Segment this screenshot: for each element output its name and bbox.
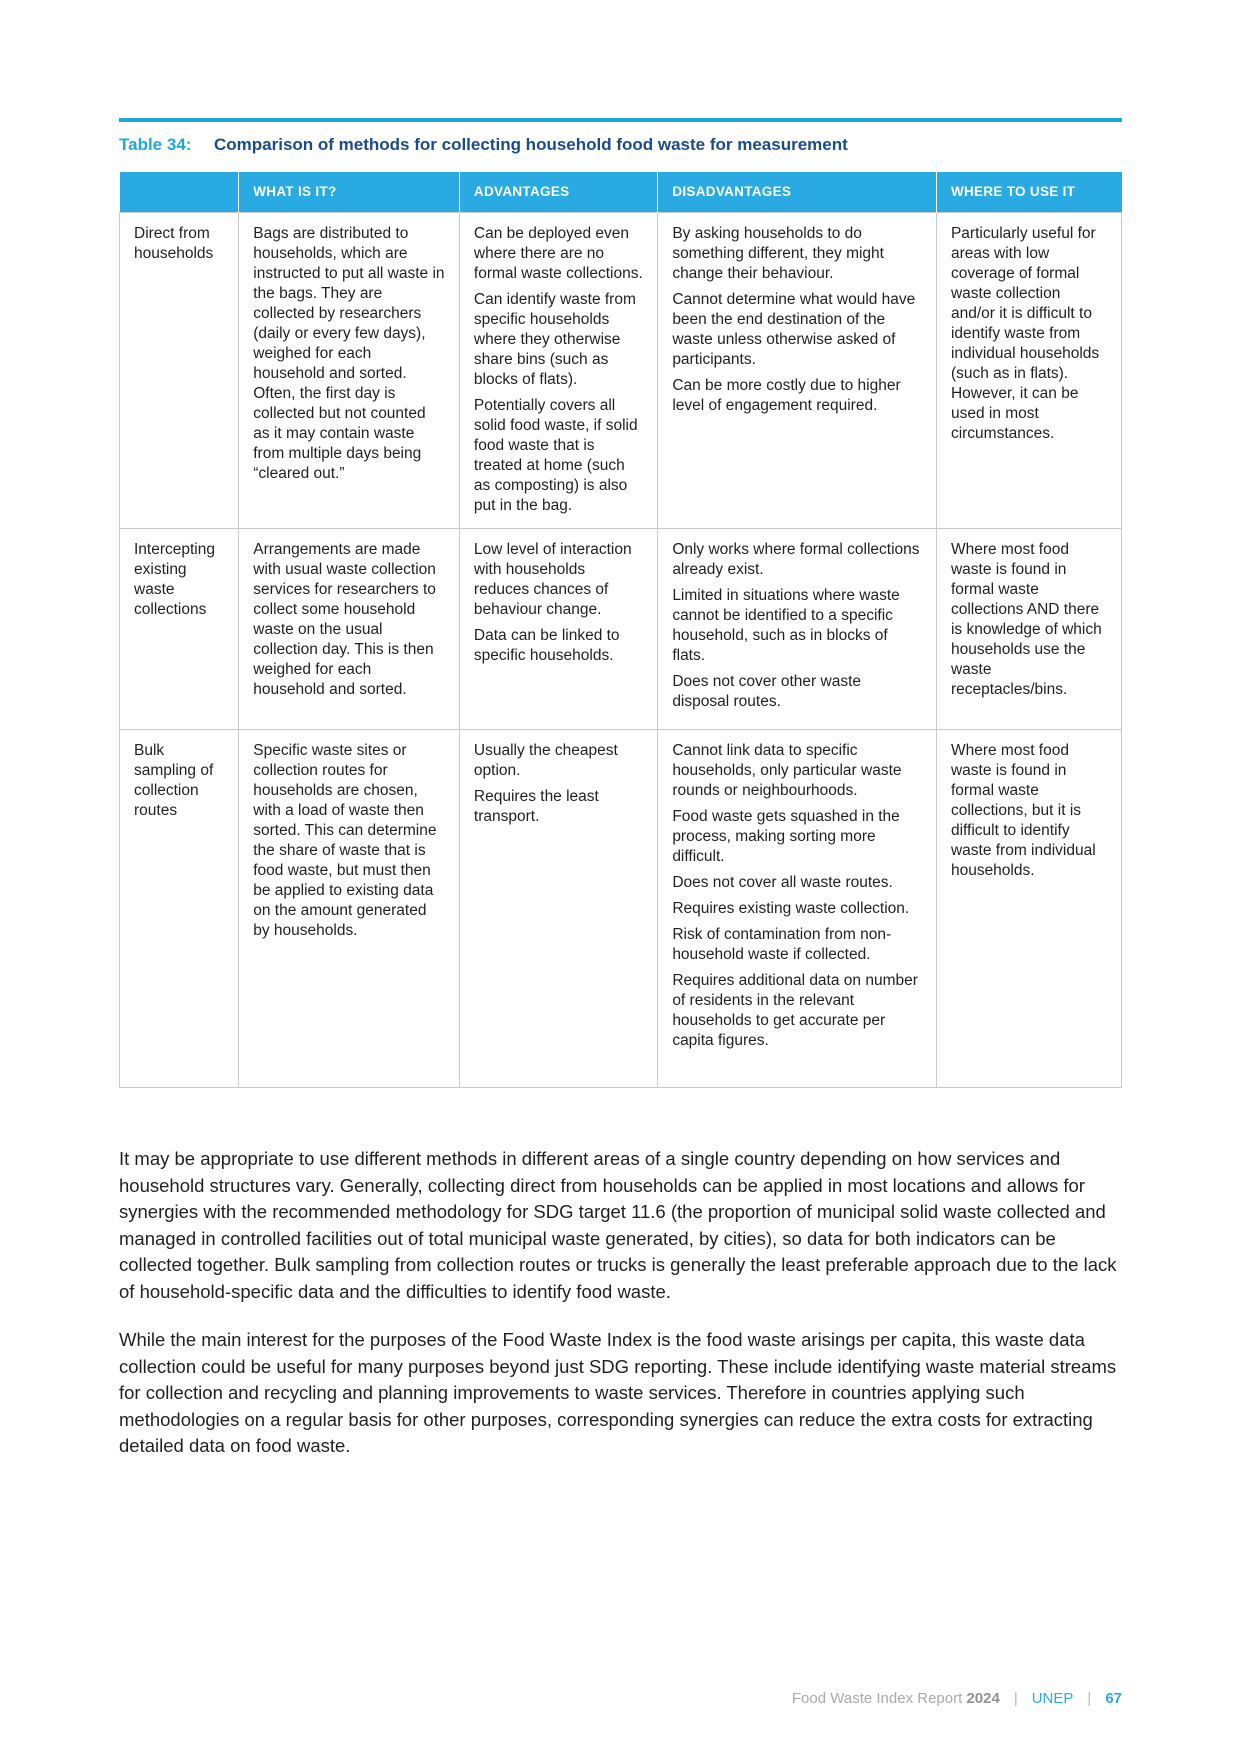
body-paragraph-2 <box>119 1327 1122 1460</box>
cell-text: By asking households to do something different, they might change their behaviour. <box>672 225 884 282</box>
cell-text: Cannot link data to specific households, only particular waste rounds or neighbourhoods. <box>672 742 902 799</box>
cell-text: Requires additional data on number of residents in the relevant households to get accurate per capita figures. <box>672 972 918 1049</box>
method-cell: Bulk sampling of collection routes <box>120 730 239 1088</box>
page-footer <box>792 1690 1122 1707</box>
footer-separator: | <box>1087 1690 1092 1707</box>
header-method <box>120 172 239 213</box>
table-header-row <box>120 172 1122 213</box>
cell-text: Requires the least transport. <box>473 788 599 825</box>
cell-text: Food waste gets squashed in the process, making sorting more difficult. <box>672 808 900 865</box>
cell-text: Arrangements are made with usual waste collection services for researchers to collect some household waste on the usual collection day. This is then weighed for each household and sorted. <box>253 541 436 698</box>
disadvantages-cell <box>658 213 937 529</box>
what-cell <box>239 213 460 529</box>
disadvantages-cell <box>658 529 937 730</box>
what-cell <box>239 730 460 1088</box>
header-what-is-it: WHAT IS IT? <box>239 172 460 213</box>
table-caption <box>119 135 1122 155</box>
cell-text: Does not cover all waste routes. <box>672 874 893 891</box>
where-cell <box>936 730 1121 1088</box>
advantages-cell <box>459 730 657 1088</box>
cell-text: Risk of contamination from non-household waste if collected. <box>672 926 892 963</box>
paragraph-text: It may be appropriate to use different methods in different areas of a single country depending on how services and household structures vary. Generally, collecting direct from households can be applied in most locations and allows for synergies with the recommended methodology for SDG target 11.6 (the proportion of municipal solid waste collected and managed in controlled facilities out of total municipal waste generated, by cities), so data for both indicators can be collected together. Bulk sampling from collection routes or trucks is generally the least preferable approach due to the lack of household-specific data and the difficulties to identify food waste. <box>119 1148 1117 1302</box>
cell-text: Does not cover other waste disposal routes. <box>672 673 861 710</box>
cell-text: Particularly useful for areas with low coverage of formal waste collection and/or it is difficult to identify waste from individual households (such as in flats). However, it can be used in most circumstances. <box>950 225 1100 442</box>
header-disadvantages: DISADVANTAGES <box>658 172 937 213</box>
footer-report-title: Food Waste Index Report <box>791 1690 963 1707</box>
cell-text: Data can be linked to specific households. <box>473 627 620 664</box>
disadvantages-cell <box>658 730 937 1088</box>
cell-text: Specific waste sites or collection routes for households are chosen, with a load of waste then sorted. This can determine the share of waste that is food waste, but must then be applied to existing data on the amount generated by households. <box>253 742 437 939</box>
cell-text: Requires existing waste collection. <box>672 900 910 917</box>
cell-text: Where most food waste is found in formal waste collections, but it is difficult to identify waste from individual households. <box>950 742 1096 879</box>
footer-org: UNEP <box>1031 1690 1074 1707</box>
top-rule <box>119 118 1122 122</box>
method-cell: Direct from households <box>120 213 239 529</box>
method-cell: Intercepting existing waste collections <box>120 529 239 730</box>
footer-separator: | <box>1013 1690 1018 1707</box>
cell-text: Bags are distributed to households, which are instructed to put all waste in the bags. They are collected by researchers (daily or every few days), weighed for each household and sorted. Often, the first day is collected but not counted as it may contain waste from multiple days being “cleared out.” <box>253 225 445 482</box>
where-cell <box>936 529 1121 730</box>
comparison-table <box>119 172 1122 1088</box>
paragraph-text: While the main interest for the purposes of the Food Waste Index is the food waste arisings per capita, this waste data collection could be useful for many purposes beyond just SDG reporting. These include identifying waste material streams for collection and recycling and planning improvements to waste services. Therefore in countries applying such methodologies on a regular basis for other purposes, corresponding synergies can reduce the extra costs for extracting detailed data on food waste. <box>119 1329 1117 1456</box>
table-row <box>120 529 1122 730</box>
body-paragraph-1 <box>119 1146 1122 1305</box>
cell-text: Only works where formal collections already exist. <box>672 541 920 578</box>
cell-text: Cannot determine what would have been the end destination of the waste unless otherwise asked of participants. <box>672 291 916 368</box>
header-advantages: ADVANTAGES <box>459 172 657 213</box>
cell-text: Potentially covers all solid food waste, if solid food waste that is treated at home (such as composting) is also put in the bag. <box>473 397 638 514</box>
cell-text: Usually the cheapest option. <box>473 742 618 779</box>
cell-text: Limited in situations where waste cannot be identified to a specific household, such as in blocks of flats. <box>672 587 900 664</box>
table-title: Comparison of methods for collecting household food waste for measurement <box>214 135 848 154</box>
cell-text: Can be deployed even where there are no formal waste collections. <box>473 225 643 282</box>
table-number: Table 34: <box>119 135 192 154</box>
footer-year: 2024 <box>966 1690 1000 1707</box>
cell-text: Can be more costly due to higher level of engagement required. <box>672 377 901 414</box>
table-row <box>120 213 1122 529</box>
page-number: 67 <box>1105 1690 1122 1707</box>
where-cell <box>936 213 1121 529</box>
cell-text: Can identify waste from specific households where they otherwise share bins (such as blocks of flats). <box>473 291 636 388</box>
cell-text: Where most food waste is found in formal waste collections AND there is knowledge of which households use the waste receptacles/bins. <box>950 541 1102 698</box>
cell-text: Low level of interaction with households reduces chances of behaviour change. <box>473 541 632 618</box>
header-where-to-use: WHERE TO USE IT <box>936 172 1121 213</box>
what-cell <box>239 529 460 730</box>
advantages-cell <box>459 529 657 730</box>
advantages-cell <box>459 213 657 529</box>
table-row <box>120 730 1122 1088</box>
